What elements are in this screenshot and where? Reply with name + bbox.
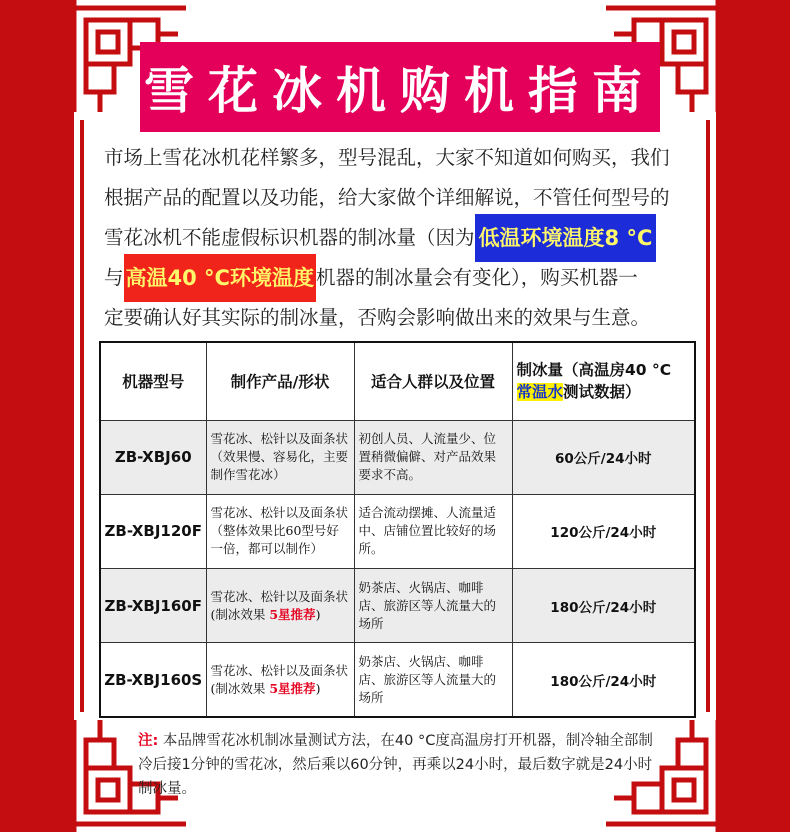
intro-line — [104, 218, 689, 258]
high-temp-highlight: 高温40 °C环境温度 — [124, 254, 316, 302]
five-star-badge: 5星推荐 — [269, 680, 316, 696]
five-star-badge: 5星推荐 — [269, 606, 316, 622]
page-title: 雪花冰机购机指南 — [144, 61, 656, 120]
intro-line — [104, 258, 689, 298]
cell-audience: 初创人员、人流量少、位置稍微偏僻、对产品效果要求不高。 — [354, 420, 512, 494]
cell-product: 雪花冰、松针以及面条状（整体效果比60型号好一倍，都可以制作） — [206, 494, 354, 568]
frame-line-right — [706, 120, 710, 712]
cell-rate: 180公斤/24小时 — [512, 643, 695, 717]
intro-text: 雪花冰机不能虚假标识机器的制冰量（因为 — [104, 226, 475, 249]
note-text: 本品牌雪花冰机制冰量测试方法，在40 °C度高温房打开机器，制冷轴全部制冷后接1分钟的雪花冰，然后乘以60分钟，再乘以24小时，最后数字就是24小时制冰量。 — [138, 733, 653, 797]
header-model: 机器型号 — [100, 342, 206, 420]
cell-model: ZB-XBJ160F — [100, 569, 206, 643]
intro-text: 市场上雪花冰机花样繁多，型号混乱，大家不知道如何购买，我们 — [104, 146, 670, 169]
intro-text: 根据产品的配置以及功能，给大家做个详细解说，不管任何型号的 — [104, 186, 670, 209]
header-rate-text: 制冰量（高温房40 °C — [516, 361, 672, 380]
table-row — [100, 494, 695, 568]
cell-model: ZB-XBJ60 — [100, 420, 206, 494]
cell-rate: 60公斤/24小时 — [512, 420, 695, 494]
cell-product — [206, 643, 354, 717]
cell-audience: 奶茶店、火锅店、咖啡店、旅游区等人流量大的场所 — [354, 569, 512, 643]
note-label: 注: — [138, 733, 159, 749]
product-text: 雪花冰、松针以及面条状(制冰效果 — [210, 662, 349, 696]
cell-product: 雪花冰、松针以及面条状（效果慢、容易化，主要制作雪花冰） — [206, 420, 354, 494]
cell-model: ZB-XBJ120F — [100, 494, 206, 568]
room-temp-water-highlight: 常温水 — [516, 383, 564, 402]
low-temp-highlight: 低温环境温度8 °C — [475, 214, 657, 262]
cell-model: ZB-XBJ160S — [100, 643, 206, 717]
table-row — [100, 643, 695, 717]
table-row — [100, 569, 695, 643]
intro-paragraph — [104, 138, 689, 338]
intro-text: 定要确认好其实际的制冰量，否购会影响做出来的效果与生意。 — [104, 306, 651, 329]
intro-text: 机器的制冰量会有变化），购买机器一 — [315, 266, 638, 289]
frame-line-left — [80, 120, 84, 712]
cell-audience: 适合流动摆摊、人流量适中、店铺位置比较好的场所。 — [354, 494, 512, 568]
test-method-note — [138, 729, 663, 801]
cell-rate: 120公斤/24小时 — [512, 494, 695, 568]
cell-rate: 180公斤/24小时 — [512, 569, 695, 643]
intro-text: 与 — [104, 266, 124, 289]
spec-table — [99, 341, 696, 718]
header-rate — [512, 342, 695, 420]
product-text: 雪花冰、松针以及面条状(制冰效果 — [210, 588, 349, 622]
title-banner — [140, 42, 660, 132]
product-text: ) — [315, 606, 321, 622]
product-text: ) — [315, 680, 321, 696]
intro-line — [104, 178, 689, 218]
header-audience: 适合人群以及位置 — [354, 342, 512, 420]
intro-line — [104, 138, 689, 178]
intro-line — [104, 298, 689, 338]
cell-product — [206, 569, 354, 643]
cell-audience: 奶茶店、火锅店、咖啡店、旅游区等人流量大的场所 — [354, 643, 512, 717]
header-rate-text: 测试数据） — [563, 383, 641, 402]
header-product: 制作产品/形状 — [206, 342, 354, 420]
table-row — [100, 420, 695, 494]
table-header-row — [100, 342, 695, 420]
